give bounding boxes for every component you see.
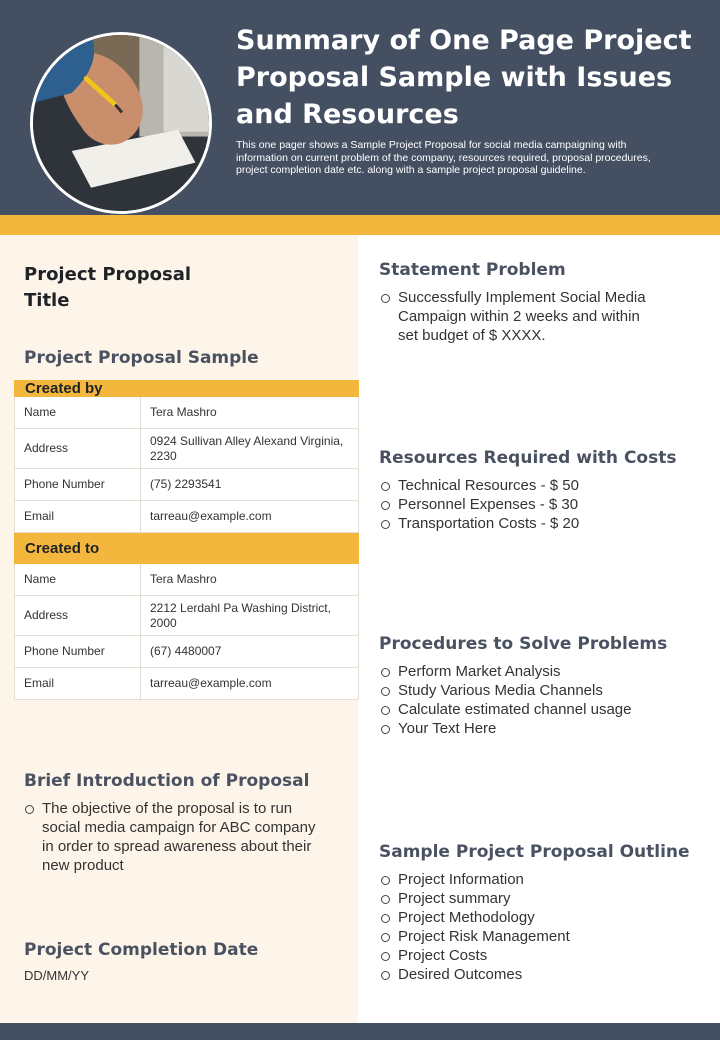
list-item: Project Methodology: [380, 908, 680, 927]
intro-list: [24, 799, 324, 875]
row-label: Address: [15, 596, 141, 636]
row-label: Phone Number: [15, 469, 141, 501]
row-value: (75) 2293541: [141, 469, 359, 501]
list-item: Project Information: [380, 870, 680, 889]
procedures-heading: Procedures to Solve Problems: [379, 634, 668, 654]
list-item: Successfully Implement Social Media Campaign within 2 weeks and within set budget of $ XXXX.: [380, 288, 650, 345]
list-item: Technical Resources - $ 50: [380, 476, 680, 495]
table-row: [15, 596, 359, 636]
proposal-title: Project Proposal Title: [24, 264, 192, 311]
list-item: Your Text Here: [380, 719, 680, 738]
writing-hand-photo: [30, 32, 212, 214]
list-item: Perform Market Analysis: [380, 662, 680, 681]
row-label: Name: [15, 397, 141, 429]
list-item: Desired Outcomes: [380, 965, 680, 984]
row-value: tarreau@example.com: [141, 501, 359, 533]
table-row: [15, 564, 359, 596]
created-to-band: [15, 533, 359, 564]
page-description: This one pager shows a Sample Project Proposal for social media campaigning with information on current problem of the company, resources required, proposal procedures, project completion date etc. along with a sample project proposal guideline.: [236, 139, 651, 176]
list-item: Study Various Media Channels: [380, 681, 680, 700]
row-value: Tera Mashro: [141, 397, 359, 429]
row-label: Name: [15, 564, 141, 596]
table-row: [15, 501, 359, 533]
outline-list: [380, 870, 680, 984]
row-label: Email: [15, 668, 141, 700]
row-value: (67) 4480007: [141, 636, 359, 668]
row-label: Phone Number: [15, 636, 141, 668]
sample-heading: Project Proposal Sample: [24, 348, 259, 368]
footer-band: [0, 1023, 720, 1040]
created-by-label: Created by: [15, 381, 359, 397]
row-value: 2212 Lerdahl Pa Washing District, 2000: [141, 596, 359, 636]
list-item: The objective of the proposal is to run social media campaign for ABC company in order to spread awareness about their new product: [24, 799, 324, 875]
row-label: Email: [15, 501, 141, 533]
row-value: tarreau@example.com: [141, 668, 359, 700]
table-row: [15, 429, 359, 469]
created-by-band: [15, 381, 359, 397]
accent-band: [0, 215, 720, 235]
intro-heading: Brief Introduction of Proposal: [24, 771, 310, 791]
created-to-label: Created to: [15, 533, 359, 564]
list-item: Project summary: [380, 889, 680, 908]
list-item: Project Costs: [380, 946, 680, 965]
table-row: [15, 668, 359, 700]
table-row: [15, 397, 359, 429]
list-item: Calculate estimated channel usage: [380, 700, 680, 719]
page-title: Summary of One Page Project Proposal Sample with Issues and Resources: [236, 25, 692, 130]
contact-table: [14, 380, 359, 700]
row-value: 0924 Sullivan Alley Alexand Virginia, 2230: [141, 429, 359, 469]
completion-heading: Project Completion Date: [24, 940, 259, 960]
list-item: Personnel Expenses - $ 30: [380, 495, 680, 514]
outline-heading: Sample Project Proposal Outline: [379, 842, 690, 862]
list-item: Transportation Costs - $ 20: [380, 514, 680, 533]
resources-heading: Resources Required with Costs: [379, 448, 677, 468]
resources-list: [380, 476, 680, 533]
statement-list: [380, 288, 650, 345]
table-row: [15, 636, 359, 668]
statement-heading: Statement Problem: [379, 260, 566, 280]
table-row: [15, 469, 359, 501]
procedures-list: [380, 662, 680, 738]
row-value: Tera Mashro: [141, 564, 359, 596]
list-item: Project Risk Management: [380, 927, 680, 946]
completion-date: DD/MM/YY: [24, 968, 89, 983]
row-label: Address: [15, 429, 141, 469]
